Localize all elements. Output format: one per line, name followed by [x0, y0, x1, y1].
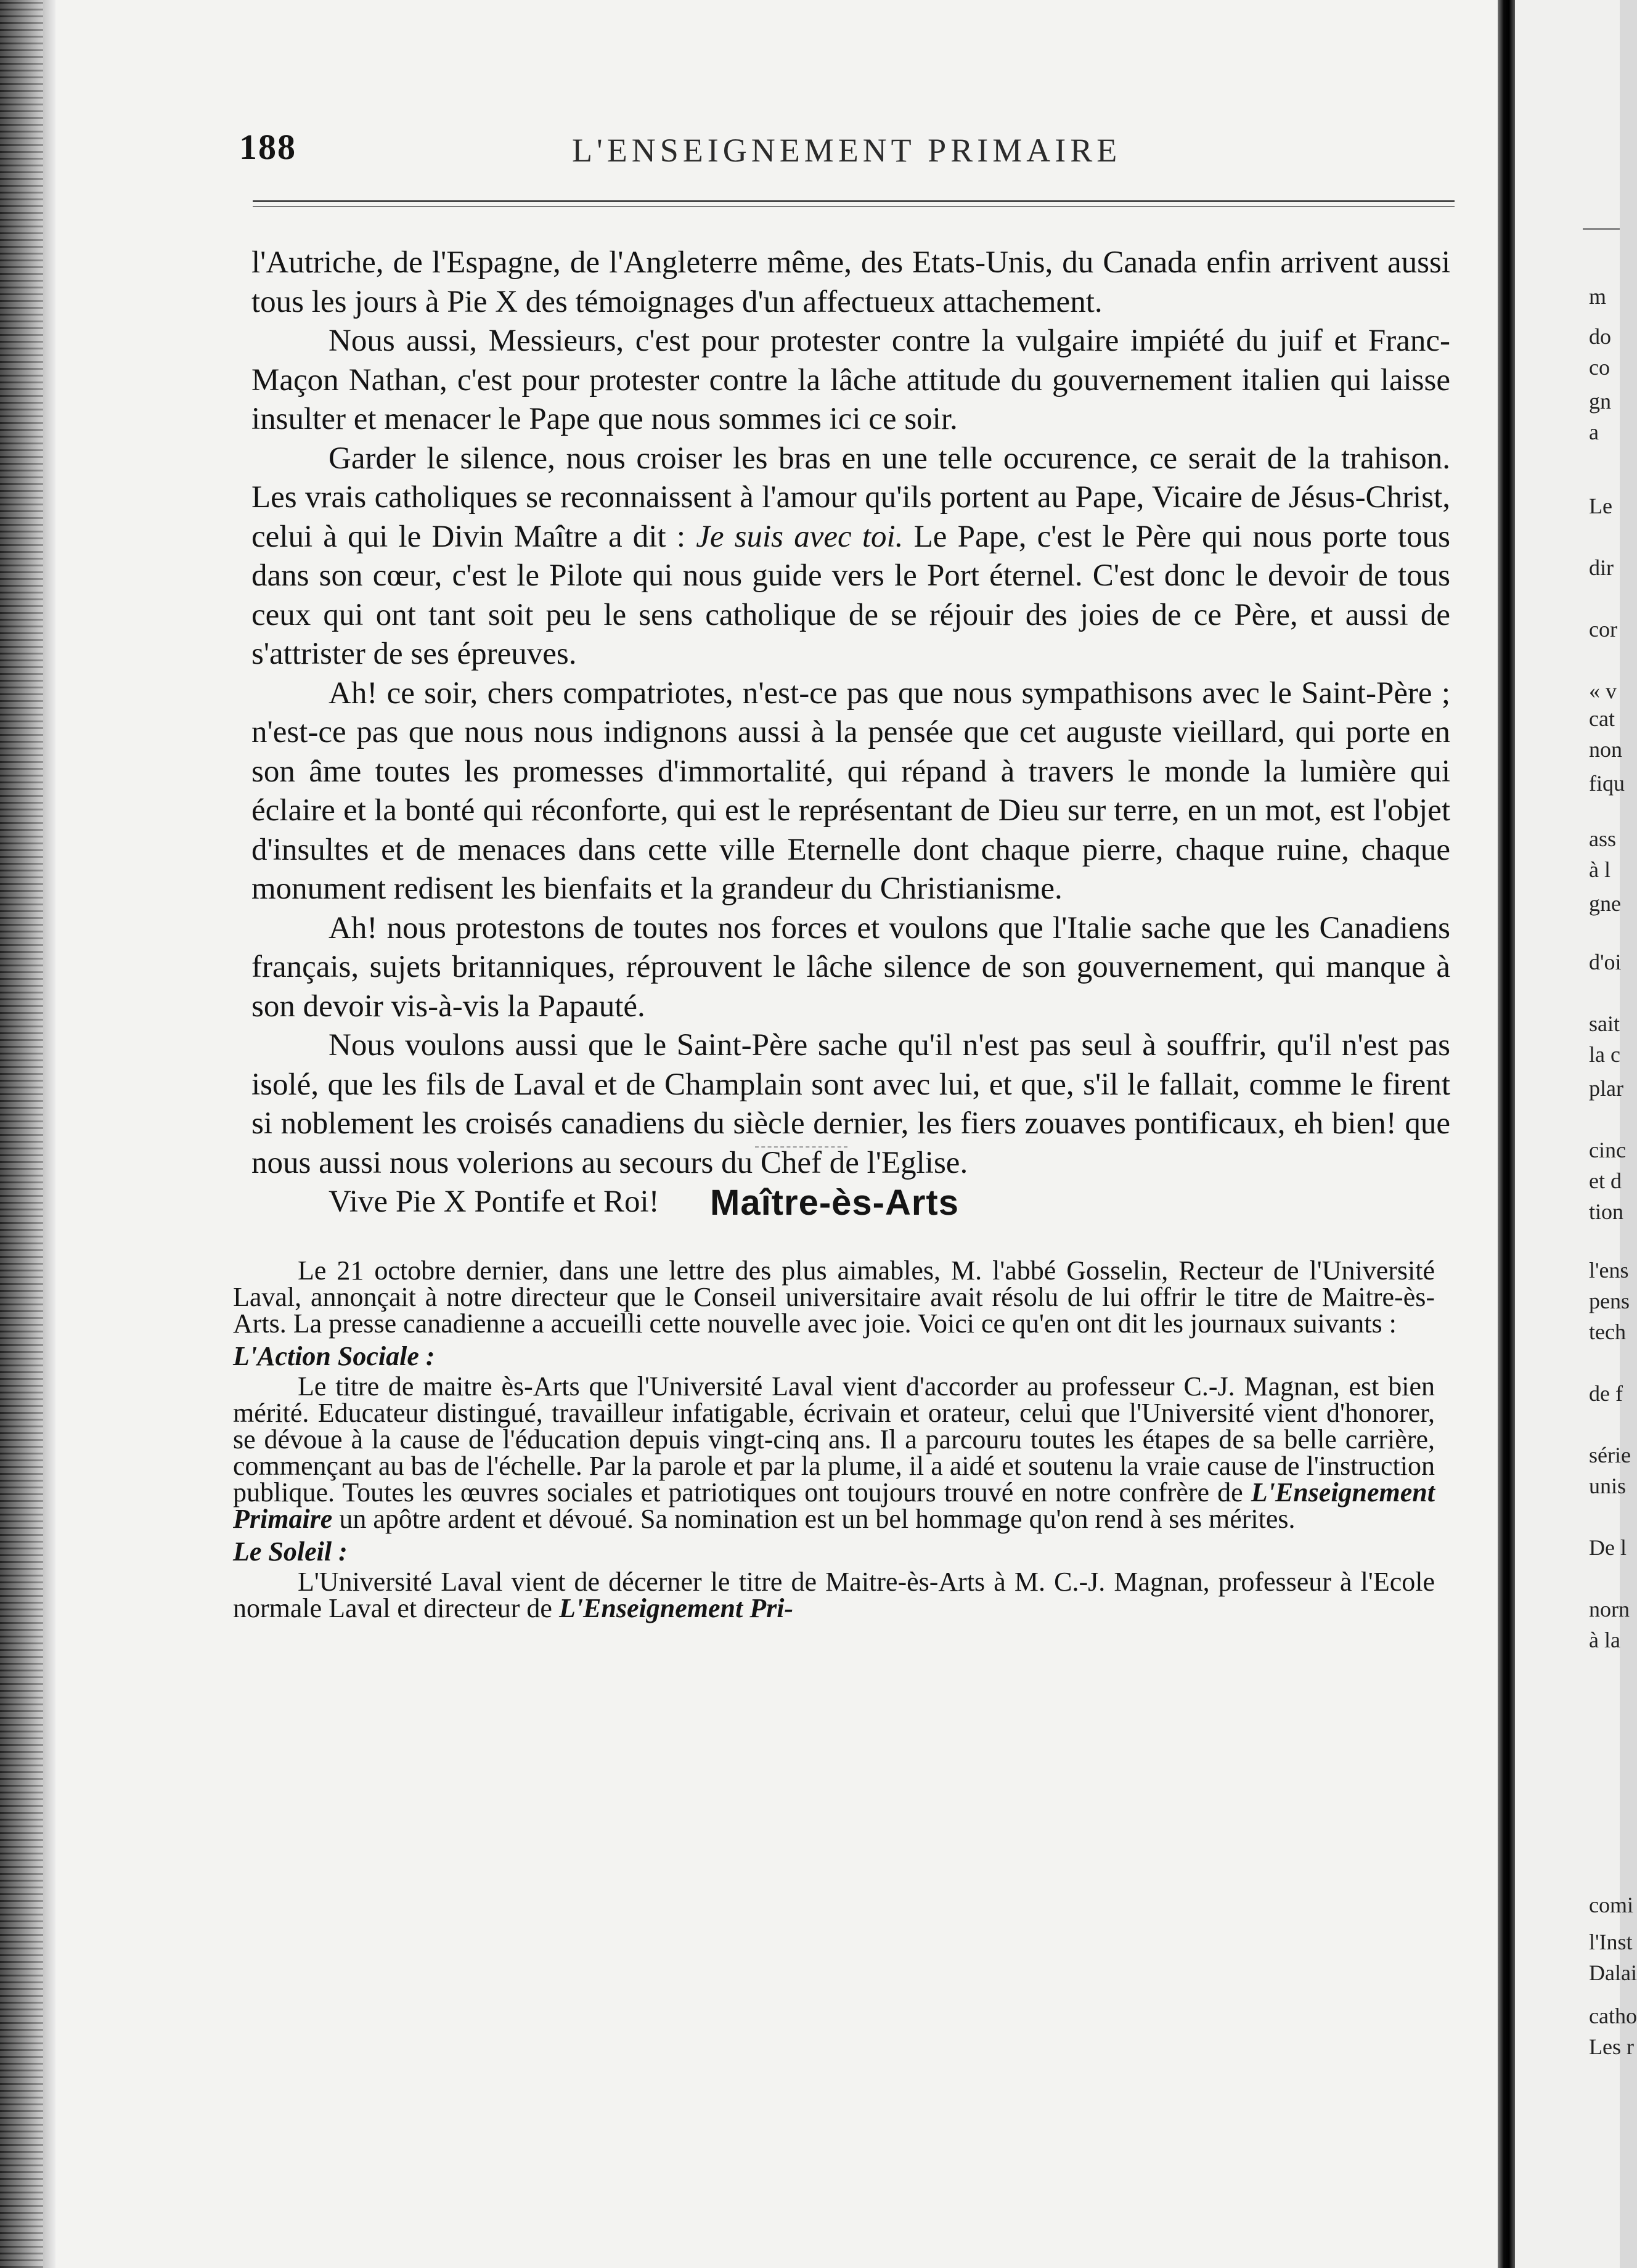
paragraph: Nous voulons aussi que le Saint-Père sache qu'il n'est pas seul à souffrir, qu'il n'est pas isolé, que les fils de Laval et de Champlain sont avec lui, et que, s'il le fallait, comme le firent si noblement les croisés canadiens du siècle dernier, les fiers zouaves pontificaux, eh bien! que nous aussi nous volerions au secours du Chef de l'Eglise. [251, 1028, 1450, 1180]
article-title: Maître-ès-Arts [710, 1183, 959, 1223]
adjacent-page-fragment: cat [1589, 706, 1615, 731]
adjacent-page-fragment: de f [1589, 1381, 1623, 1406]
adjacent-page-fragment: ass [1589, 826, 1616, 851]
adjacent-page-fragment: tion [1589, 1199, 1624, 1224]
adjacent-page-fragment: cinc [1589, 1138, 1626, 1162]
text-run: Le Pape, c'est le Père qui nous porte tous dans son cœur, c'est le Pilote qui nous guide vers le Port éternel. C'est donc le devoir de tous ceux qui ont tant soit peu le sens catholique de se réjouir des joies de ce Père, et aussi de s'attrister de ses épreuves. [251, 519, 1451, 671]
running-title: L'ENSEIGNEMENT PRIMAIRE [572, 132, 1122, 169]
adjacent-page-fragment: Dalai [1589, 1960, 1637, 1985]
adjacent-page-fragment: gn [1589, 389, 1611, 414]
book-gutter [1498, 0, 1515, 2268]
adjacent-page-fragment: tech [1589, 1320, 1626, 1344]
adjacent-page-fragment: De l [1589, 1535, 1627, 1560]
quoted-paragraph [233, 1568, 1435, 1621]
closing-line: Vive Pie X Pontife et Roi! [329, 1185, 659, 1219]
adjacent-page-fragment: gne [1589, 891, 1621, 916]
adjacent-page-fragment: m [1589, 284, 1607, 309]
text-run: un apôtre ardent et dévoué. Sa nomination est un bel hommage qu'on rend à ses mérites. [339, 1504, 1296, 1534]
adjacent-page-fragment: Les r [1589, 2034, 1634, 2059]
adjacent-page-fragment: d'oi [1589, 950, 1622, 974]
adjacent-page-fragment: série [1589, 1443, 1631, 1467]
text-run: L'Université Laval vient de décerner le titre de Maitre-ès-Arts à M. C.-J. Magnan, professeur à l'Ecole normale Laval et directeur de [233, 1567, 1435, 1623]
adjacent-page-fragment: la c [1589, 1042, 1620, 1067]
adjacent-page-fragment: do [1589, 324, 1611, 349]
adjacent-page-fragment: cor [1589, 617, 1617, 642]
adjacent-page-fragment: sait [1589, 1011, 1620, 1036]
adjacent-page-fragment: a [1589, 420, 1599, 444]
adjacent-page-fragment: comi [1589, 1893, 1633, 1917]
paragraph: l'Autriche, de l'Espagne, de l'Angleterre même, des Etats-Unis, du Canada enfin arrivent aussi tous les jours à Pie X des témoignages d'un affectueux attachement. [251, 245, 1450, 319]
paragraph: Nous aussi, Messieurs, c'est pour protester contre la vulgaire impiété du juif et Franc-Maçon Nathan, c'est pour protester contre la lâche attitude du gouvernement italien qui laisse insulter et menacer le Pape que nous sommes ici ce soir. [251, 324, 1450, 436]
source-heading: Le Soleil : [233, 1536, 348, 1567]
article-lead: Le 21 octobre dernier, dans une lettre des plus aimables, M. l'abbé Gosselin, Recteur de l'Université Laval, annonçait à notre directeur que le Conseil universitaire avait résolu de lui offrir le titre de Maitre-ès-Arts. La presse canadienne a accueilli cette nouvelle avec joie. Voici ce qu'en ont dit les journaux suivants : [233, 1255, 1435, 1339]
adjacent-page-fragment: à l [1589, 857, 1610, 882]
adjacent-page-fragment: co [1589, 355, 1610, 380]
adjacent-page-fragment: pens [1589, 1289, 1630, 1313]
quoted-paragraph [233, 1373, 1435, 1532]
adjacent-page-fragment: à la [1589, 1628, 1620, 1652]
page-number: 188 [239, 127, 296, 167]
page-header [239, 126, 1466, 182]
adjacent-page-fragment: et d [1589, 1169, 1622, 1193]
italic-title: L'Enseignement Primaire [233, 1477, 1435, 1534]
adjacent-page-fragment: plar [1589, 1076, 1623, 1101]
adjacent-page-fragment: unis [1589, 1474, 1627, 1498]
speech-text [251, 243, 1450, 1222]
adjacent-page-fragment: catho [1589, 2004, 1637, 2028]
article-text [233, 1257, 1435, 1621]
adjacent-page-fragment: norn [1589, 1597, 1630, 1621]
source-heading: L'Action Sociale : [233, 1341, 435, 1371]
paragraph: Ah! ce soir, chers compatriotes, n'est-ce pas que nous sympathisons avec le Saint-Père ; n'est-ce pas que nous nous indignons aussi à la pensée que cet auguste vieillard, qui porte en son âme toutes les promesses d'immortalité, qui répand à travers le monde la lumière qui éclaire et la bonté qui réconforte, qui est le représentant de Dieu sur terre, en un mot, est l'objet d'insultes et de menaces dans cette ville Eternelle dont chaque pierre, chaque ruine, chaque monument redisent les bienfaits et la grandeur du Christianisme. [251, 675, 1450, 906]
text-run: Garder le silence, nous croiser les bras en une telle occurence, ce serait de la trahison. Les vrais catholiques se reconnaissent à l'amour qu'ils portent au Pape, Vicaire de Jésus-Christ, celui à qui le Divin Maître a dit : [251, 441, 1450, 554]
paragraph [251, 439, 1450, 674]
header-rule [253, 200, 1455, 207]
paragraph: Ah! nous protestons de toutes nos forces et voulons que l'Italie sache que les Canadiens français, sujets britanniques, réprouvent le lâche silence de son gouvernement, qui manque à son devoir vis-à-vis la Papauté. [251, 910, 1450, 1024]
scan-left-border-texture [0, 0, 43, 2268]
italic-quote: Je suis avec toi. [696, 519, 904, 554]
adjacent-page-fragment: « v [1589, 679, 1617, 703]
adjacent-page-edge [1515, 0, 1637, 2268]
adjacent-page-fragment: l'Inst [1589, 1930, 1633, 1954]
text-run: Le titre de maitre ès-Arts que l'Université Laval vient d'accorder au professeur C.-J. Magnan, est bien mérité. Educateur distingué, travailleur infatigable, écrivain et orateur, celui que l'Université vient d'honorer, se dévoue à la cause de l'éducation depuis vingt-cinq ans. Il a parcouru toutes les étapes de sa belle carrière, commençant au bas de l'échelle. Par la parole et par la plume, il a aidé et soutenu la vraie cause de l'instruction publique. Toutes les œuvres sociales et patriotiques ont toujours trouvé en notre confrère de [233, 1371, 1435, 1507]
adjacent-page-rule [1583, 228, 1620, 230]
italic-title: L'Enseignement Pri- [558, 1593, 794, 1623]
adjacent-page-fragment: dir [1589, 555, 1614, 580]
adjacent-page-fragment: fiqu [1589, 771, 1625, 796]
section-divider [755, 1146, 847, 1148]
adjacent-page-fragment: non [1589, 737, 1622, 762]
adjacent-page-fragment: l'ens [1589, 1258, 1629, 1283]
adjacent-page-fragment: Le [1589, 494, 1612, 518]
